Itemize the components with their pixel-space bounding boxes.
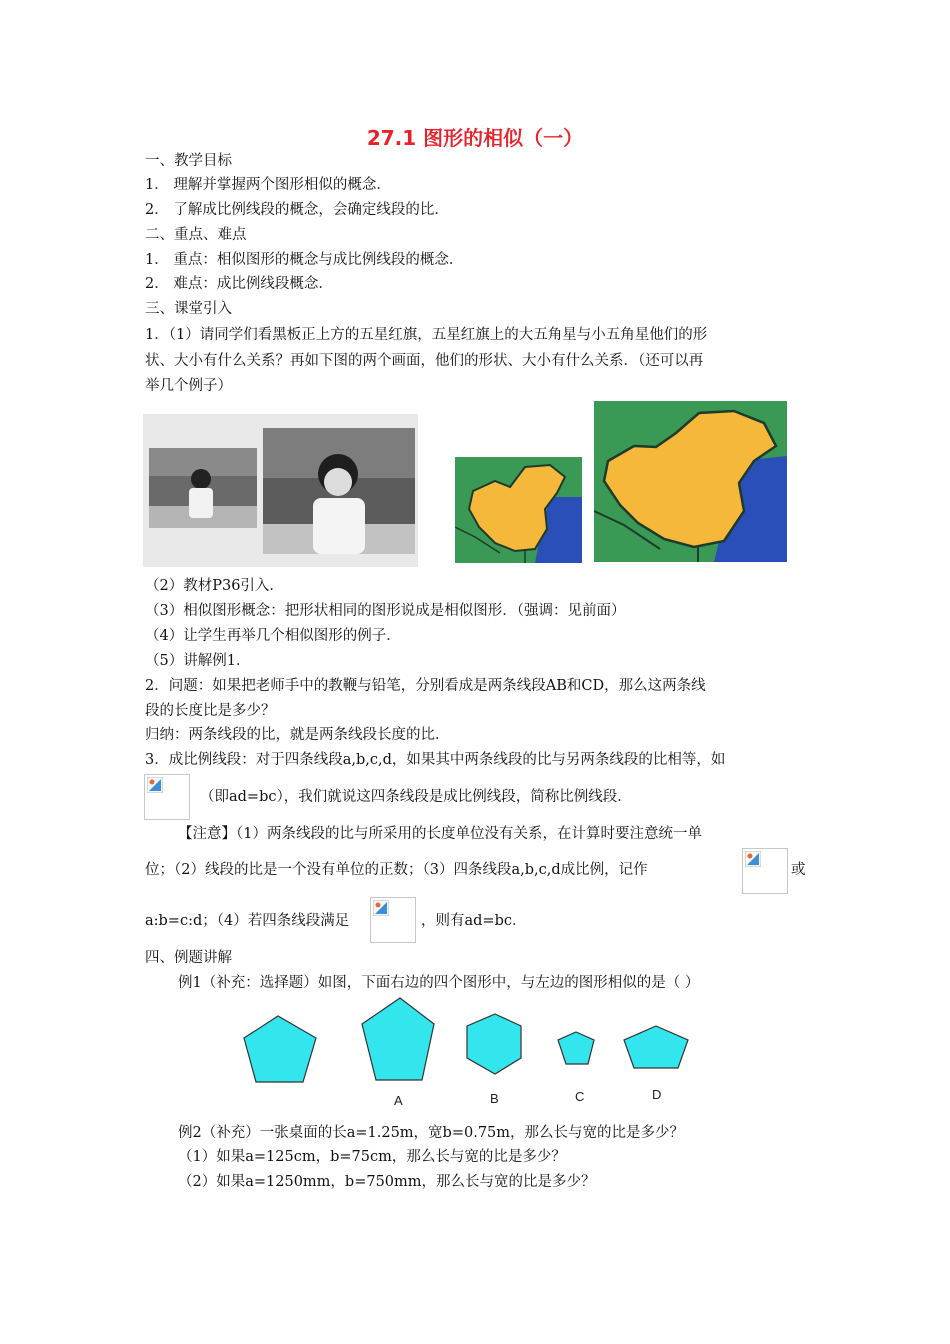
pentagon-original [244, 1016, 316, 1082]
pentagon-option-a [362, 998, 434, 1080]
hexagon-option-b [467, 1014, 521, 1074]
shape-label-d: D [652, 1087, 662, 1102]
example-line: 例2（补充）一张桌面的长a=1.25m，宽b=0.75m，那么长与宽的比是多少？ [178, 1125, 685, 1141]
text-line: （即ad=bc），我们就说这四条线段是成比例线段，简称比例线段． [200, 789, 632, 805]
text-line: 2． 难点：成比例线段概念． [145, 276, 333, 292]
text-line: 段的长度比是多少？ [145, 703, 276, 719]
text-line: 状、大小有什么关系？再如下图的两个画面，他们的形状、大小有什么关系．（还可以再 [145, 353, 704, 369]
note-line: a:b=c:d；（4）若四条线段满足 [145, 913, 350, 929]
china-map-small [455, 457, 582, 563]
pentagon-option-d [624, 1026, 688, 1068]
text-line: 3．成比例线段：对于四条线段a,b,c,d，如果其中两条线段的比与另两条线段的比相等，如 [145, 752, 726, 768]
text-line: 1． 重点：相似图形的概念与成比例线段的概念． [145, 252, 464, 268]
section-heading: 一、教学目标 [145, 153, 232, 169]
shapes-figure [238, 994, 698, 1094]
text-line: （4）让学生再举几个相似图形的例子． [145, 628, 401, 644]
shape-label-b: B [490, 1091, 499, 1106]
broken-image-icon [742, 848, 788, 894]
text-line: （5）讲解例1． [145, 653, 251, 669]
text-line: 1． 理解并掌握两个图形相似的概念． [145, 177, 391, 193]
text-line: （2）教材P36引入． [145, 578, 284, 594]
pentagon-option-c [558, 1032, 594, 1064]
text-line: 归纳：两条线段的比，就是两条线段长度的比． [145, 727, 450, 743]
china-map-large [594, 401, 787, 562]
page-title: 27.1 图形的相似（一） [366, 126, 584, 150]
broken-image-icon [144, 774, 190, 820]
example-line: （1）如果a=125cm，b=75cm，那么长与宽的比是多少？ [178, 1149, 566, 1165]
text-line: （3）相似图形概念：把形状相同的图形说成是相似图形．（强调：见前面） [145, 603, 626, 619]
note-line: 位；（2）线段的比是一个没有单位的正数；（3）四条线段a,b,c,d成比例，记作 [145, 862, 648, 878]
section-heading: 二、重点、难点 [145, 227, 247, 243]
shape-label-a: A [394, 1093, 403, 1108]
text-line: 或 [791, 862, 806, 878]
text-line: 2．问题：如果把老师手中的教鞭与铅笔，分别看成是两条线段AB和CD，那么这两条线 [145, 678, 706, 694]
text-line: ，则有ad=bc． [421, 913, 527, 929]
text-line: 2． 了解成比例线段的概念，会确定线段的比． [145, 202, 449, 218]
example-line: 例1（补充：选择题）如图，下面右边的四个图形中，与左边的图形相似的是（ ） [178, 975, 700, 991]
section-heading: 四、例题讲解 [145, 950, 232, 966]
shape-label-c: C [575, 1089, 585, 1104]
broken-image-icon [370, 897, 416, 943]
child-photo-pair [143, 414, 418, 567]
text-line: 1．（1）请同学们看黑板正上方的五星红旗，五星红旗上的大五角星与小五角星他们的形 [145, 327, 708, 343]
example-line: （2）如果a=1250mm，b=750mm，那么长与宽的比是多少？ [178, 1174, 596, 1190]
note-line: 【注意】（1）两条线段的比与所采用的长度单位没有关系，在计算时要注意统一单 [178, 826, 702, 842]
text-line: 举几个例子） [145, 378, 232, 394]
section-heading: 三、课堂引入 [145, 301, 232, 317]
